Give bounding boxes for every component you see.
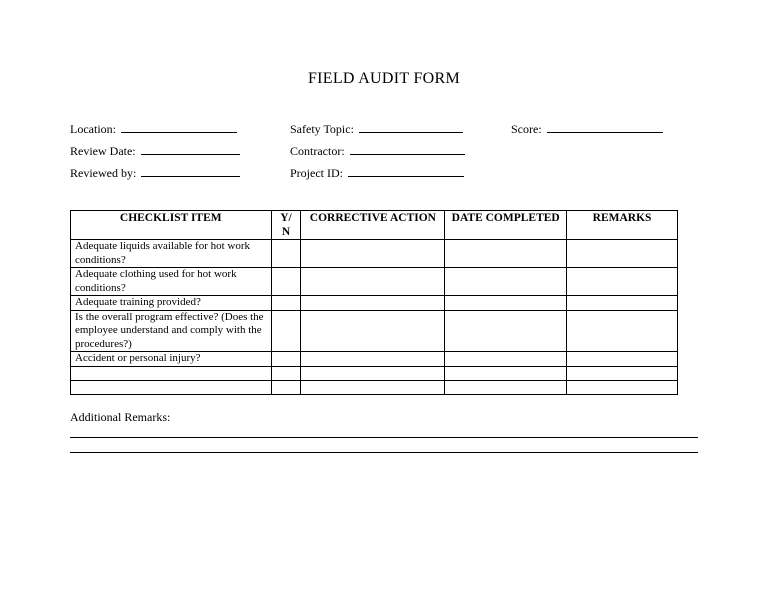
header-yes-no: Y/ N <box>271 211 301 240</box>
remarks-cell[interactable] <box>567 366 678 380</box>
contractor-blank[interactable] <box>350 143 465 155</box>
yes-no-cell[interactable] <box>271 366 301 380</box>
safety-topic-blank[interactable] <box>359 121 463 133</box>
review-date-field[interactable] <box>70 143 240 159</box>
table-row <box>71 380 678 394</box>
safety-topic-label: Safety Topic: <box>290 122 354 136</box>
corrective-action-cell[interactable] <box>301 380 445 394</box>
review-date-blank[interactable] <box>141 143 240 155</box>
remarks-cell[interactable] <box>567 296 678 311</box>
table-row <box>71 310 678 352</box>
additional-remarks-line-1[interactable] <box>70 437 698 438</box>
remarks-cell[interactable] <box>567 268 678 296</box>
yes-no-cell[interactable] <box>271 380 301 394</box>
header-date-completed: DATE COMPLETED <box>445 211 567 240</box>
review-date-label: Review Date: <box>70 144 136 158</box>
checklist-item-cell[interactable] <box>71 366 272 380</box>
score-blank[interactable] <box>547 121 663 133</box>
additional-remarks-line-2[interactable] <box>70 452 698 453</box>
location-label: Location: <box>70 122 116 136</box>
header-remarks: REMARKS <box>567 211 678 240</box>
header-corrective-action: CORRECTIVE ACTION <box>301 211 445 240</box>
table-row <box>71 240 678 268</box>
corrective-action-cell[interactable] <box>301 240 445 268</box>
location-field[interactable] <box>70 121 237 137</box>
project-id-field[interactable] <box>290 165 464 181</box>
remarks-cell[interactable] <box>567 352 678 367</box>
score-field[interactable] <box>511 121 663 137</box>
corrective-action-cell[interactable] <box>301 310 445 352</box>
header-checklist-item: CHECKLIST ITEM <box>71 211 272 240</box>
corrective-action-cell[interactable] <box>301 352 445 367</box>
safety-topic-field[interactable] <box>290 121 463 137</box>
checklist-item-cell: Accident or personal injury? <box>71 352 272 367</box>
reviewed-by-field[interactable] <box>70 165 240 181</box>
contractor-field[interactable] <box>290 143 465 159</box>
corrective-action-cell[interactable] <box>301 366 445 380</box>
project-id-blank[interactable] <box>348 165 464 177</box>
date-completed-cell[interactable] <box>445 240 567 268</box>
corrective-action-cell[interactable] <box>301 268 445 296</box>
corrective-action-cell[interactable] <box>301 296 445 311</box>
table-row <box>71 296 678 311</box>
table-header-row <box>71 211 678 240</box>
score-label: Score: <box>511 122 542 136</box>
yes-no-cell[interactable] <box>271 310 301 352</box>
date-completed-cell[interactable] <box>445 268 567 296</box>
project-id-label: Project ID: <box>290 166 343 180</box>
reviewed-by-label: Reviewed by: <box>70 166 137 180</box>
yes-no-cell[interactable] <box>271 268 301 296</box>
checklist-item-cell: Adequate clothing used for hot work conditions? <box>71 268 272 296</box>
table-row <box>71 352 678 367</box>
checklist-item-cell: Adequate liquids available for hot work conditions? <box>71 240 272 268</box>
reviewed-by-blank[interactable] <box>141 165 240 177</box>
location-blank[interactable] <box>121 121 237 133</box>
remarks-cell[interactable] <box>567 240 678 268</box>
yes-no-cell[interactable] <box>271 296 301 311</box>
yes-no-cell[interactable] <box>271 240 301 268</box>
table-row <box>71 268 678 296</box>
checklist-table <box>70 210 678 395</box>
table-row <box>71 366 678 380</box>
date-completed-cell[interactable] <box>445 366 567 380</box>
date-completed-cell[interactable] <box>445 296 567 311</box>
date-completed-cell[interactable] <box>445 310 567 352</box>
additional-remarks-label: Additional Remarks: <box>70 410 171 424</box>
checklist-item-cell[interactable] <box>71 380 272 394</box>
form-title: FIELD AUDIT FORM <box>307 70 461 87</box>
yes-no-cell[interactable] <box>271 352 301 367</box>
contractor-label: Contractor: <box>290 144 345 158</box>
remarks-cell[interactable] <box>567 380 678 394</box>
remarks-cell[interactable] <box>567 310 678 352</box>
date-completed-cell[interactable] <box>445 380 567 394</box>
date-completed-cell[interactable] <box>445 352 567 367</box>
checklist-item-cell: Is the overall program effective? (Does the employee understand and comply with the procedures?) <box>71 310 272 352</box>
checklist-item-cell: Adequate training provided? <box>71 296 272 311</box>
